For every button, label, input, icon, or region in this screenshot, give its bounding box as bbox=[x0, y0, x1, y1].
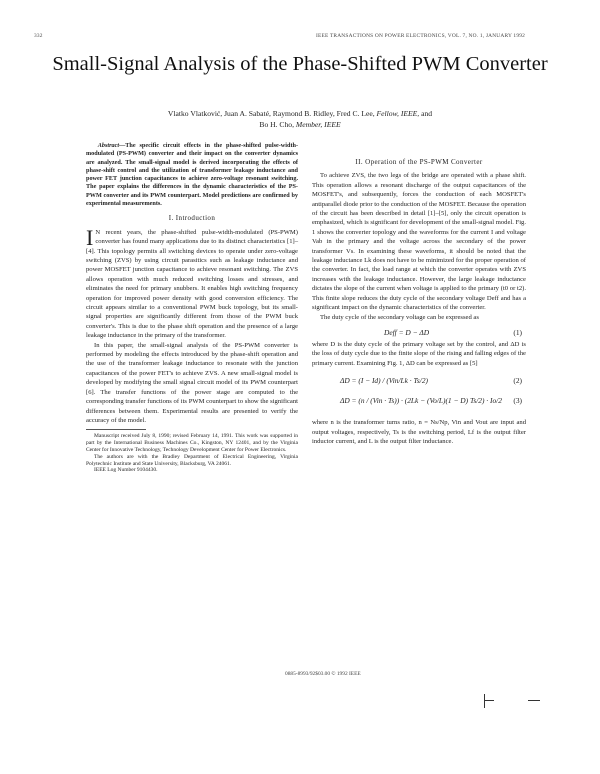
drop-cap: I bbox=[86, 224, 94, 250]
intro-p1-text: N recent years, the phase-shifted pulse-width-modulated (PS-PWM) converter has found many applications due to its distinct characteristics [1]–[4]. This topology permits all switching devices to operate under zero-voltage switching (ZVS) by using circuit parasitics such as leakage inductance and power MOSFET junction capacitance to achieve resonant switching. The ZVS allows operation with much reduced switching losses and stresses, and eliminates the need for primary snubbers. It enables high switching frequency operation for improved power density with good conversion efficiency. The circuit appears similar to a conventional PWM buck topology, but its small-signal properties are significantly different from those of the PWM buck converter's. This is due to the phase shift operation and the presence of a large leakage inductance in the primary of the transformer. bbox=[86, 228, 298, 340]
scan-mark bbox=[528, 700, 540, 701]
authors-fellow: Fellow, IEEE, bbox=[376, 109, 420, 118]
operation-paragraph-2: The duty cycle of the secondary voltage can be expressed as bbox=[320, 313, 479, 321]
equation-3 bbox=[312, 392, 526, 418]
intro-paragraph-1 bbox=[86, 224, 298, 341]
abstract-label: Abstract— bbox=[97, 142, 126, 149]
footnote-2: The authors are with the Bradley Department of Electrical Engineering, Virginia Polytechnic Institute and State University, Blacksburg, VA 24061. bbox=[86, 453, 298, 467]
authors-and: and bbox=[421, 109, 433, 118]
equation-3-number: (3) bbox=[513, 396, 522, 406]
section-heading-operation: II. Operation of the PS-PWM Converter bbox=[355, 158, 483, 166]
abstract bbox=[86, 142, 298, 208]
equation-2-body: ΔD = (I − Id) / (Vin/Lk · Ts/2) bbox=[340, 376, 429, 386]
author-list bbox=[150, 108, 450, 130]
equation-2 bbox=[312, 372, 526, 392]
paper-title: Small-Signal Analysis of the Phase-Shifted PWM Converter bbox=[52, 53, 548, 75]
footnote-1: Manuscript received July 8, 1990; revised February 14, 1991. This work was supported in part by the International Business Machines Co., Kingston, NY 12401, and by the Virginia Center for Innovative Technology, Technology Development Center for Power Electronics. bbox=[86, 433, 298, 453]
operation-paragraph-3: where D is the duty cycle of the primary voltage set by the control, and ΔD is the loss of duty cycle due to the finite slope of the rising and falling edges of the primary current. Examining Fig. 1, ΔD can be expressed as [5] bbox=[312, 340, 526, 367]
authors-line2: Bo H. Cho, bbox=[259, 120, 294, 129]
equation-3-body: ΔD = (n / (Vin · Ts)) · (2Lk − (Vo/L)(1 − D) Ts/2) · Io/2 bbox=[340, 396, 502, 406]
left-column bbox=[86, 142, 298, 474]
operation-paragraph-4: where n is the transformer turns ratio, n = Ns/Np, Vin and Vout are input and output voltages, respectively, Ts is the switching period, Lf is the output filter inductor current, and L is the output filter inductance. bbox=[312, 419, 526, 445]
page-number: 332 bbox=[34, 33, 43, 39]
scan-mark bbox=[484, 694, 485, 708]
equation-1-number: (1) bbox=[513, 327, 522, 337]
footnote bbox=[86, 433, 298, 474]
authors-member: Member, IEEE bbox=[295, 120, 341, 129]
footnote-3: IEEE Log Number 9104430. bbox=[94, 467, 158, 474]
intro-paragraph-2: In this paper, the small-signal analysis of the PS-PWM converter is performed by modeling the effects introduced by the phase-shift operation and the use of the transformer leakage inductance to resonate with the junction capacitances of the power FET's to achieve ZVS. A new small-signal model is developed by modifying the small signal circuit model of its PWM counterpart [6]. The transfer functions of the power stage are computed to the corresponding transfer functions of its PWM counterpart to show the significant differences between them. Experimental results are presented to verify the accuracy of the model. bbox=[86, 341, 298, 424]
copyright-code: 0885-8993/92$03.00 © 1992 IEEE bbox=[285, 671, 361, 677]
footnote-rule bbox=[86, 429, 146, 430]
equation-2-number: (2) bbox=[513, 376, 522, 386]
section-heading-introduction: I. Introduction bbox=[168, 214, 216, 223]
running-head: IEEE TRANSACTIONS ON POWER ELECTRONICS, VOL. 7, NO. 1, JANUARY 1992 bbox=[316, 33, 526, 39]
authors-line1: Vlatko Vlatković, Juan A. Sabaté, Raymond B. Ridley, Fred C. Lee, bbox=[167, 109, 375, 118]
equation-1 bbox=[312, 326, 526, 340]
operation-paragraph-1: To achieve ZVS, the two legs of the bridge are operated with a phase shift. This operation allows a resonant discharge of the output capacitances of the MOSFET's, and subsequently, forces the conduction of each MOSFET's antiparallel diode prior to the conduction of the MOSFET. Because the operation of the circuit has been described in detail [1]–[5], only the circuit operation is emphasized, which is significant for development of the small-signal model. Fig. 1 shows the converter topology and the waveforms for the current I and voltage Vab in the primary and the voltage across the secondary of the power transformer Vs. In examining these waveforms, it should be noted that the leakage inductance Lk does not have to be minimized for the proper operation of the converter. In fact, the load range at which the converter operates with ZVS increases with the leakage inductance. However, the large leakage inductance dictates the slope of the current when voltage is applied to the primary (t0 or t2). This finite slope reduces the duty cycle of the secondary voltage Deff and has a significant impact on the dynamic characteristics of the converter. bbox=[312, 172, 526, 312]
scan-mark bbox=[484, 700, 494, 701]
abstract-text: The specific circuit effects in the phase-shifted pulse-width-modulated (PS-PWM) converter and their impact on the converter dynamics are analyzed. The small-signal model is derived incorporating the effects of phase-shift control and the utilization of transformer leakage inductance and power FET junction capacitances to achieve zero-voltage resonant switching. The paper explains the differences in the dynamic characteristics of the PS-PWM converter and its PWM counterpart. Model predictions are confirmed by experimental measurements. bbox=[86, 142, 299, 208]
right-column bbox=[312, 158, 526, 446]
equation-1-body: Deff = D − ΔD bbox=[384, 327, 430, 337]
